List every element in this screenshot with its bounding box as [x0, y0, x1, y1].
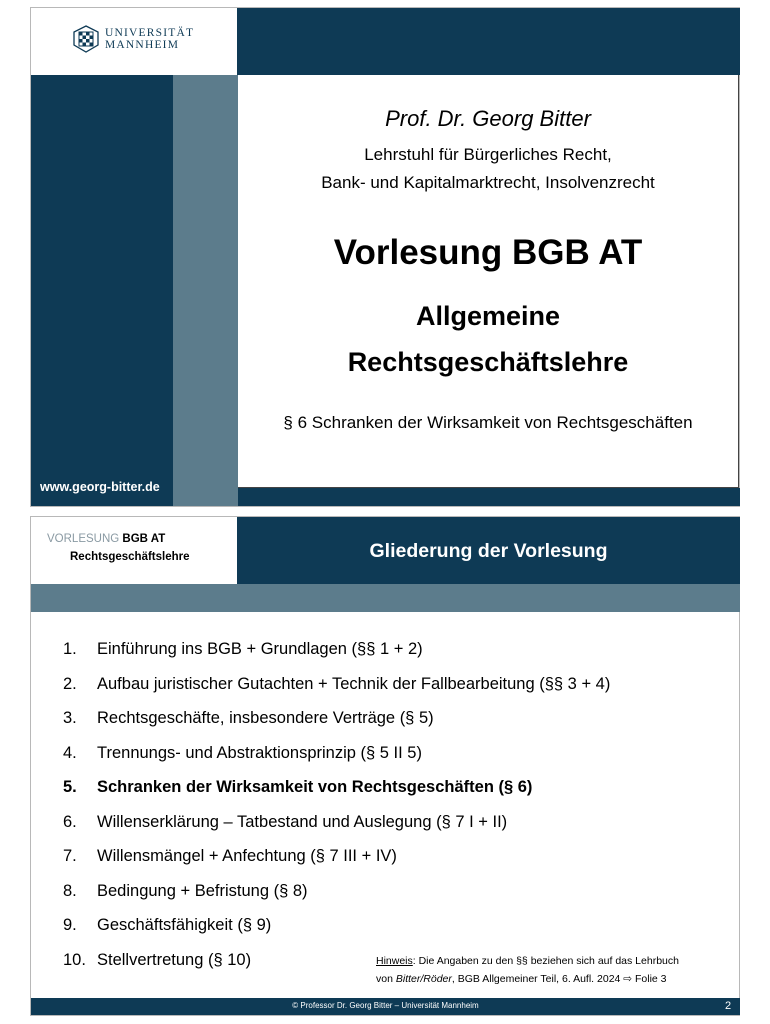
hint-prefix: von — [376, 973, 396, 985]
course-label-prefix: VORLESUNG — [47, 533, 120, 545]
university-logo — [72, 25, 194, 53]
chair-line-1: Lehrstuhl für Bürgerliches Recht, — [364, 145, 612, 164]
list-item-text: Stellvertretung (§ 10) — [97, 950, 252, 969]
list-item-number: 4. — [63, 743, 77, 762]
hint-note — [376, 952, 679, 988]
list-item-text: Rechtsgeschäfte, insbesondere Verträge (§ 5) — [97, 709, 434, 727]
course-label-bold: BGB AT — [122, 533, 166, 545]
table-of-contents — [63, 640, 610, 985]
list-item-text: Schranken der Wirksamkeit von Rechtsgeschäften (§ 6) — [97, 778, 533, 796]
accent-band — [173, 75, 238, 506]
title-panel — [238, 75, 739, 488]
bottom-band — [238, 488, 740, 506]
list-item-text: Geschäftsfähigkeit (§ 9) — [97, 916, 272, 934]
logo-line-2: MANNHEIM — [105, 39, 180, 51]
list-item-text: Trennungs- und Abstraktionsprinzip (§ 5 II 5) — [97, 743, 422, 762]
list-item — [63, 778, 610, 813]
professor-name: Prof. Dr. Georg Bitter — [385, 106, 591, 131]
list-item-number: 7. — [63, 847, 77, 865]
hint-text-2: , BGB Allgemeiner Teil, 6. Aufl. 2024 ⇨ Folie 3 — [451, 973, 667, 985]
hint-authors: Bitter/Röder — [395, 973, 452, 985]
list-item — [63, 675, 610, 710]
page-number: 2 — [725, 1000, 732, 1012]
list-item — [63, 847, 610, 882]
list-item — [63, 813, 610, 848]
list-item-number: 8. — [63, 881, 77, 900]
left-band — [31, 75, 173, 506]
list-item — [63, 882, 610, 917]
hint-line-1 — [376, 952, 679, 970]
slide-title: Gliederung der Vorlesung — [369, 540, 608, 562]
course-subtitle: Rechtsgeschäftslehre — [70, 551, 190, 563]
section-topic: § 6 Schranken der Wirksamkeit von Rechtsgeschäften — [283, 413, 693, 432]
list-item-text: Willensmängel + Anfechtung (§ 7 III + IV) — [97, 847, 397, 865]
list-item — [63, 709, 610, 744]
header-band — [237, 8, 740, 75]
list-item — [63, 916, 610, 951]
list-item — [63, 744, 610, 779]
subtitle-line-2: Rechtsgeschäftslehre — [347, 347, 629, 377]
university-seal-icon — [72, 25, 100, 53]
hint-line-2 — [376, 970, 679, 988]
accent-bar — [31, 584, 740, 612]
hint-label: Hinweis — [376, 955, 413, 967]
list-item-number: 3. — [63, 709, 77, 727]
list-item — [63, 640, 610, 675]
list-item-text: Aufbau juristischer Gutachten + Technik der Fallbearbeitung (§§ 3 + 4) — [97, 674, 611, 693]
list-item-number: 9. — [63, 916, 77, 934]
list-item-number: 6. — [63, 812, 77, 831]
hint-text-1: : Die Angaben zu den §§ beziehen sich auf das Lehrbuch — [412, 955, 679, 967]
list-item-text: Einführung ins BGB + Grundlagen (§§ 1 + 2) — [97, 640, 423, 658]
list-item-text: Willenserklärung – Tatbestand und Auslegung (§ 7 I + II) — [97, 812, 508, 831]
course-label — [47, 533, 165, 545]
list-item-number: 10. — [63, 950, 86, 969]
footer-copyright: © Professor Dr. Georg Bitter – Universität Mannheim — [292, 1001, 479, 1010]
logo-line-1: UNIVERSITÄT — [105, 27, 195, 39]
subtitle-line-1: Allgemeine — [415, 301, 561, 331]
list-item-number: 5. — [63, 778, 77, 796]
chair-line-2: Bank- und Kapitalmarktrecht, Insolvenzrecht — [321, 173, 655, 192]
list-item-text: Bedingung + Befristung (§ 8) — [97, 881, 308, 900]
list-item-number: 2. — [63, 674, 77, 693]
list-item-number: 1. — [63, 640, 77, 658]
website-link[interactable]: www.georg-bitter.de — [40, 480, 160, 494]
lecture-title: Vorlesung BGB AT — [333, 233, 643, 272]
